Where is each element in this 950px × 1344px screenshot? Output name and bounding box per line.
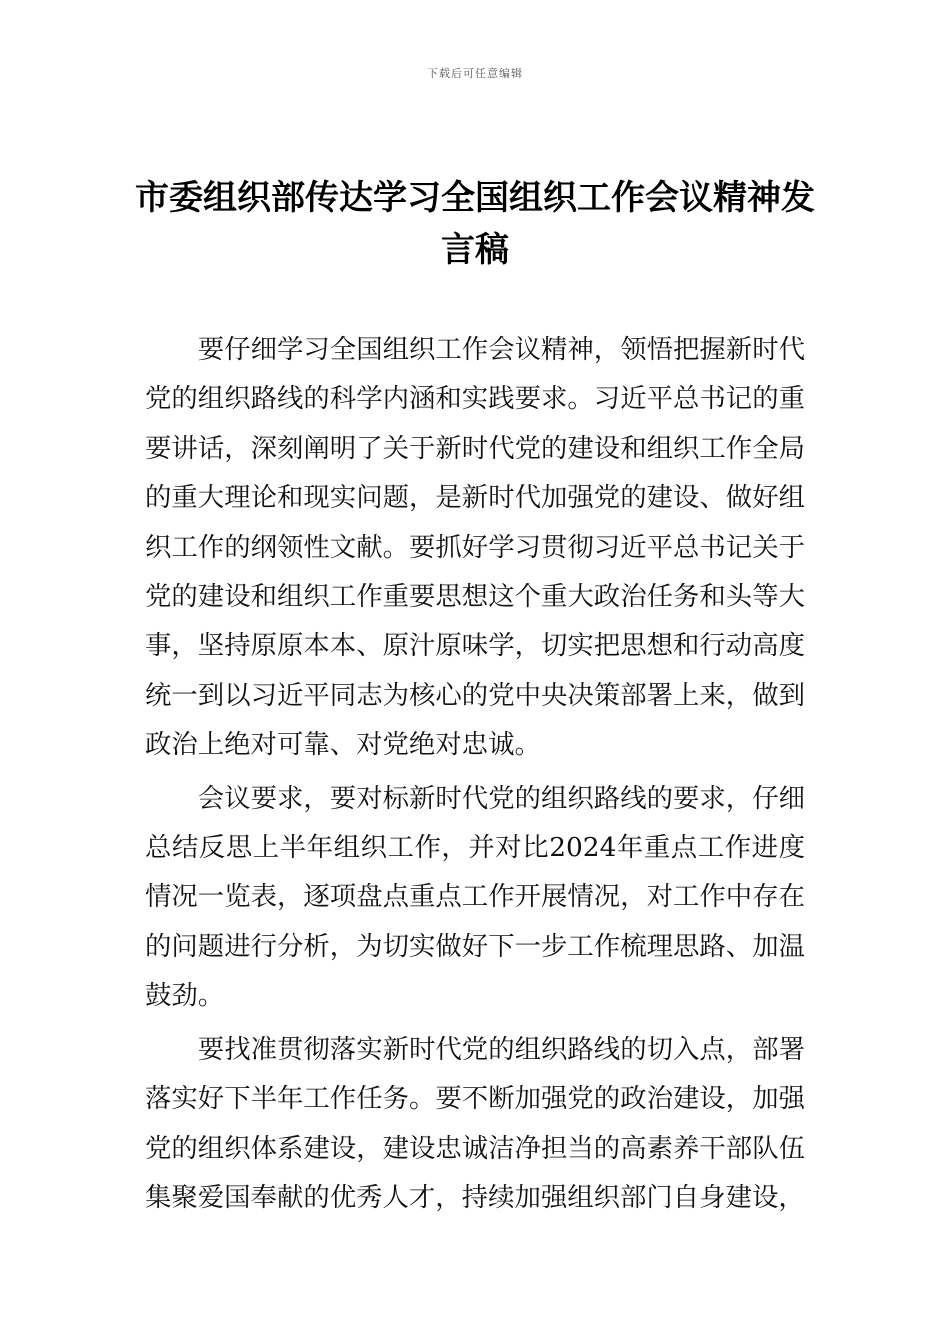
body-paragraph-1: 要仔细学习全国组织工作会议精神，领悟把握新时代党的组织路线的科学内涵和实践要求。习近平总书记的重要讲话，深刻阐明了关于新时代党的建设和组织工作全局的重大理论和现实问题，是新时代加强党的建设、做好组织工作的纲领性文献。要抓好学习贯彻习近平总书记关于党的建设和组织工作重要思想这个重大政治任务和头等大事，坚持原原本本、原汁原味学，切实把思想和行动高度统一到以习近平同志为核心的党中央决策部署上来，做到政治上绝对可靠、对党绝对忠诚。 [145,334,805,761]
body-paragraph-3: 要找准贯彻落实新时代党的组织路线的切入点，部署落实好下半年工作任务。要不断加强党的政治建设，加强党的组织体系建设，建设忠诚洁净担当的高素养干部队伍集聚爱国奉献的优秀人才，持续加强组织部门自身建设， [145,1033,805,1213]
document-title: 市委组织部传达学习全国组织工作会议精神发言稿 [135,178,815,270]
body-paragraph-2: 会议要求，要对标新时代党的组织路线的要求，仔细总结反思上半年组织工作，并对比2024年重点工作进度情况一览表，逐项盘点重点工作开展情况，对工作中存在的问题进行分析，为切实做好下一步工作梳理思路、加温鼓劲。 [145,782,805,1012]
page-header-note: 下载后可任意编辑 [427,67,523,80]
document-body [145,325,805,1222]
